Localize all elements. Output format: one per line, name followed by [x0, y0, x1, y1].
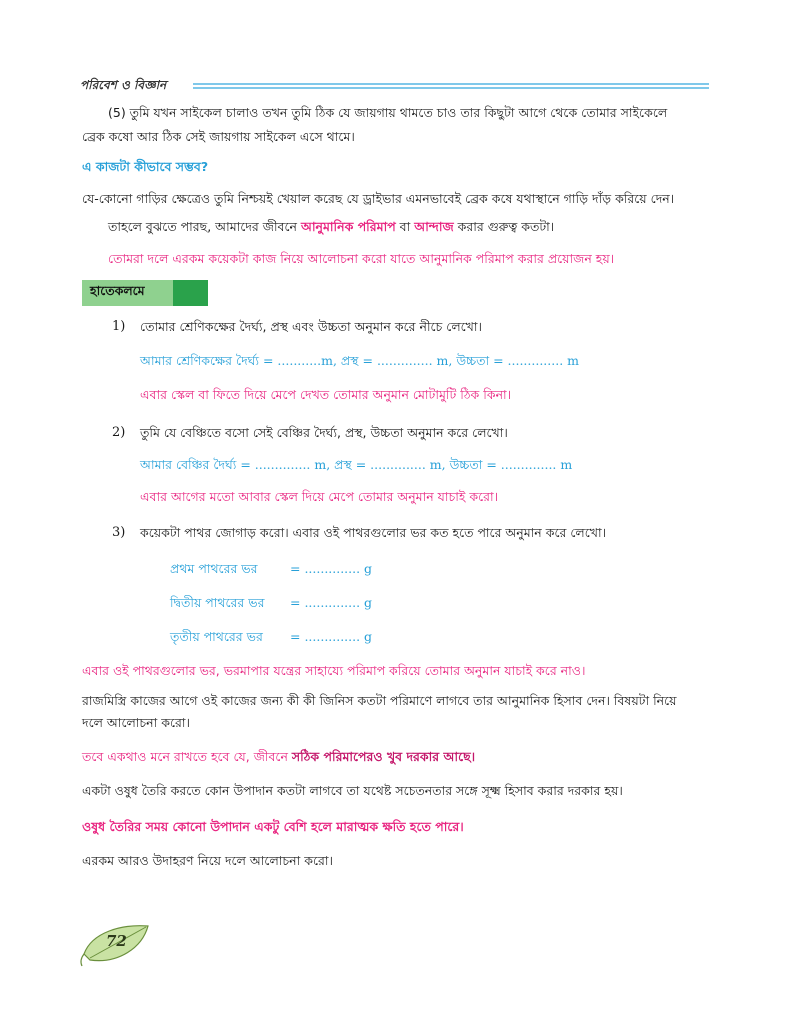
remember-sentence: [82, 748, 475, 766]
term-estimate: আন্দাজ: [414, 219, 454, 234]
task-1-fill-line: আমার শ্রেণিকক্ষের দৈর্ঘ্য = ...........m, প্রস্থ = .............. m, উচ্চতা = .............. m: [140, 353, 579, 368]
task-3-number: 3): [112, 525, 126, 540]
stone-2-label: দ্বিতীয় পাথরের ভর: [170, 595, 265, 610]
importance-sentence: [108, 218, 554, 236]
task-1-number: 1): [112, 319, 126, 334]
stone-3-label: তৃতীয় পাথরের ভর: [170, 629, 263, 644]
medicine-sentence: একটা ওষুধ তৈরি করতে কোন উপাদান কতটা লাগবে তা যথেষ্ট সচেতনতার সঙ্গে সূক্ষ্ম হিসাব করার দরকার হয়।: [82, 783, 623, 798]
intro-question: এ কাজটা কীভাবে সম্ভব?: [82, 159, 209, 174]
stone-1-label: প্রথম পাথরের ভর: [170, 561, 258, 576]
verify-mass: এবার ওই পাথরগুলোর ভর, ভরমাপার যন্ত্রের সাহায্যে পরিমাপ করিয়ে তোমার অনুমান যাচাই করে নাও।: [82, 663, 586, 678]
term-approximate-measure: আনুমানিক পরিমাপ: [300, 219, 396, 234]
intro-line-1: (5) তুমি যখন সাইকেল চালাও তখন তুমি ঠিক যে জায়গায় থামতে চাও তার কিছুটা আগে থেকে তোমার সাইকেলে: [108, 105, 668, 120]
intro-answer: যে-কোনো গাড়ির ক্ষেত্রেও তুমি নিশ্চয়ই খেয়াল করেছ যে ড্রাইভার এমনভাবেই ব্রেক কষে যথাস্থানে গাড়ি দাঁড় করিয়ে দেন।: [82, 191, 675, 206]
mason-line-2: দলে আলোচনা করো।: [82, 715, 190, 730]
term-exact-measure: সঠিক পরিমাপেরও খুব দরকার আছে।: [291, 749, 476, 764]
importance-pre: তাহলে বুঝতে পারছ, আমাদের জীবনে: [108, 219, 301, 234]
header-rule: [193, 83, 709, 93]
section-badge-block: [173, 280, 208, 306]
stone-2-blank: = .............. g: [290, 595, 373, 610]
importance-post: করার গুরুত্ব কতটা।: [453, 219, 555, 234]
remember-pre: তবে একথাও মনে রাখতে হবে যে, জীবনে: [82, 749, 292, 764]
task-1-text: তোমার শ্রেণিকক্ষের দৈর্ঘ্য, প্রস্থ এবং উচ্চতা অনুমান করে নীচে লেখো।: [140, 319, 482, 334]
section-badge: [82, 280, 208, 306]
intro-line-2: ব্রেক কষো আর ঠিক সেই জায়গায় সাইকেল এসে থামে।: [82, 129, 355, 144]
more-examples: এরকম আরও উদাহরণ নিয়ে দলে আলোচনা করো।: [82, 853, 333, 868]
group-task: তোমরা দলে এরকম কয়েকটা কাজ নিয়ে আলোচনা করো যাতে আনুমানিক পরিমাপ করার প্রয়োজন হয়।: [108, 251, 615, 266]
section-badge-label: হাতেকলমে: [90, 283, 145, 298]
importance-mid: বা: [395, 219, 415, 234]
task-2-text: তুমি যে বেঞ্চিতে বসো সেই বেঞ্চির দৈর্ঘ্য, প্রস্থ, উচ্চতা অনুমান করে লেখো।: [140, 425, 508, 440]
task-3-text: কয়েকটা পাথর জোগাড় করো। এবার ওই পাথরগুলোর ভর কত হতে পারে অনুমান করে লেখো।: [140, 525, 607, 540]
task-1-check: এবার স্কেল বা ফিতে দিয়ে মেপে দেখত তোমার অনুমান মোটামুটি ঠিক কিনা।: [140, 387, 512, 402]
page-number: 72: [106, 932, 127, 950]
chapter-header-title: পরিবেশ ও বিজ্ঞান: [80, 78, 167, 92]
page-number-leaf: [78, 918, 158, 968]
warning-sentence: ওষুধ তৈরির সময় কোনো উপাদান একটু বেশি হলে মারাত্মক ক্ষতি হতে পারে।: [82, 819, 464, 834]
task-2-check: এবার আগের মতো আবার স্কেল দিয়ে মেপে তোমার অনুমান যাচাই করো।: [140, 489, 499, 504]
mason-line-1: রাজমিস্ত্রি কাজের আগে ওই কাজের জন্য কী কী জিনিস কতটা পরিমাণে লাগবে তার আনুমানিক হিসাব দেন। বিষয়টা নিয়ে: [82, 693, 677, 708]
task-2-number: 2): [112, 425, 126, 440]
stone-3-blank: = .............. g: [290, 629, 373, 644]
stone-1-blank: = .............. g: [290, 561, 373, 576]
task-2-fill-line: আমার বেঞ্চির দৈর্ঘ্য = .............. m, প্রস্থ = .............. m, উচ্চতা = .............. m: [140, 457, 573, 472]
